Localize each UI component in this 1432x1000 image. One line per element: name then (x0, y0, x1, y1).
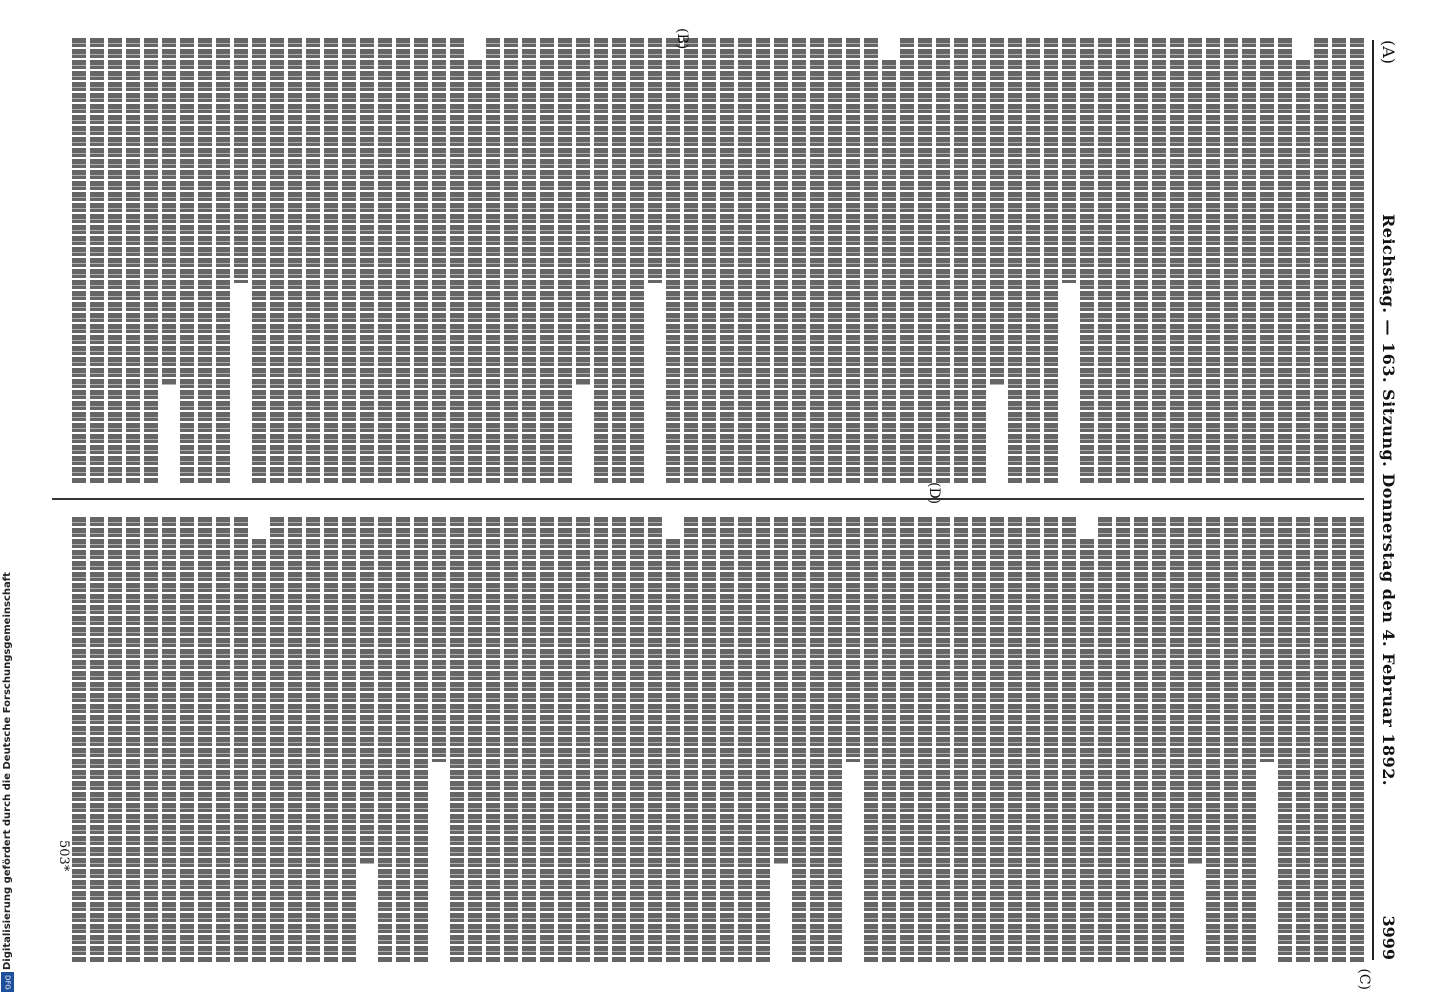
text-line (1098, 38, 1112, 483)
text-line (972, 38, 986, 483)
credit-text: Digitalisierung gefördert durch die Deutsche Forschungsgemeinschaft (2, 572, 13, 970)
text-line (144, 38, 158, 483)
margin-marker-b: (B) (674, 28, 690, 50)
text-line (972, 517, 986, 962)
text-line (1080, 38, 1094, 483)
text-line (1008, 517, 1022, 962)
text-line (738, 517, 752, 962)
text-line (234, 38, 248, 283)
text-line (414, 38, 428, 483)
text-line (1062, 38, 1076, 283)
text-line (792, 38, 806, 483)
text-line (1116, 517, 1130, 962)
text-line (864, 517, 878, 962)
text-line (108, 517, 122, 962)
text-line (342, 38, 356, 483)
text-line (306, 517, 320, 962)
text-line (1224, 38, 1238, 483)
text-line (468, 60, 482, 483)
text-line (1098, 517, 1112, 962)
text-line (1134, 38, 1148, 483)
text-line (630, 517, 644, 962)
text-line (324, 517, 338, 962)
text-line (522, 38, 536, 483)
text-line (1206, 38, 1220, 483)
text-line (450, 38, 464, 483)
column-divider (52, 498, 1364, 500)
text-line (684, 38, 698, 483)
text-line (198, 38, 212, 483)
text-line (450, 517, 464, 962)
document-page (42, 20, 1412, 990)
text-line (864, 38, 878, 483)
text-line (954, 38, 968, 483)
page-number: 3999 (1379, 915, 1399, 960)
text-line (1062, 517, 1076, 962)
text-line (432, 517, 446, 762)
text-line (936, 38, 950, 483)
text-line (540, 517, 554, 962)
text-line (666, 38, 680, 483)
text-line (1242, 517, 1256, 962)
text-line (756, 38, 770, 483)
text-line (540, 38, 554, 483)
text-line (1170, 38, 1184, 483)
margin-marker-d: (D) (926, 482, 942, 505)
text-line (594, 38, 608, 483)
text-line (144, 517, 158, 962)
text-line (612, 517, 626, 962)
text-line (252, 38, 266, 483)
text-line (1296, 517, 1310, 962)
text-line (486, 517, 500, 962)
text-line (396, 517, 410, 962)
text-line (558, 517, 572, 962)
text-line (1332, 517, 1346, 962)
text-line (162, 38, 176, 385)
text-line (1026, 517, 1040, 962)
text-line (162, 517, 176, 962)
text-line (468, 517, 482, 962)
text-line (882, 517, 896, 962)
text-line (1350, 517, 1364, 962)
text-line (1242, 38, 1256, 483)
text-line (810, 38, 824, 483)
text-line (504, 38, 518, 483)
text-line (882, 60, 896, 483)
running-header (1372, 40, 1404, 960)
text-line (1080, 539, 1094, 962)
text-line (792, 517, 806, 962)
text-line (648, 38, 662, 283)
text-line (774, 517, 788, 864)
text-line (198, 517, 212, 962)
text-line (720, 38, 734, 483)
text-line (1152, 38, 1166, 483)
margin-marker-a: (A) (1379, 40, 1399, 65)
text-line (990, 517, 1004, 962)
signature-mark: 503* (56, 840, 71, 872)
text-line (432, 38, 446, 483)
text-line (1116, 38, 1130, 483)
text-line (918, 38, 932, 483)
text-line (216, 38, 230, 483)
text-line (1188, 38, 1202, 483)
text-line (576, 38, 590, 385)
text-line (342, 517, 356, 962)
text-line (504, 517, 518, 962)
text-line (720, 517, 734, 962)
text-line (810, 517, 824, 962)
text-line (684, 517, 698, 962)
text-line (1278, 517, 1292, 962)
text-line (90, 38, 104, 483)
text-line (558, 38, 572, 483)
text-line (1026, 38, 1040, 483)
text-line (252, 539, 266, 962)
text-line (270, 38, 284, 483)
text-line (1314, 38, 1328, 483)
text-line (1260, 517, 1274, 762)
text-line (1134, 517, 1148, 962)
text-line (1170, 517, 1184, 962)
text-line (1314, 517, 1328, 962)
text-line (738, 38, 752, 483)
dfg-logo-icon: DFG (1, 972, 14, 992)
text-line (828, 517, 842, 962)
text-line (180, 38, 194, 483)
text-line (702, 517, 716, 962)
text-line (234, 517, 248, 962)
text-line (990, 38, 1004, 385)
text-line (756, 517, 770, 962)
text-line (666, 539, 680, 962)
text-line (576, 517, 590, 962)
text-line (846, 38, 860, 483)
text-line (324, 38, 338, 483)
text-column-left (52, 38, 1364, 483)
text-line (1332, 38, 1346, 483)
text-line (1278, 38, 1292, 483)
text-line (1044, 38, 1058, 483)
text-line (936, 517, 950, 962)
text-line (846, 517, 860, 762)
text-line (180, 517, 194, 962)
text-line (126, 38, 140, 483)
text-line (414, 517, 428, 962)
text-line (1188, 517, 1202, 864)
text-line (270, 517, 284, 962)
text-line (360, 517, 374, 864)
text-line (1224, 517, 1238, 962)
text-line (1008, 38, 1022, 483)
text-line (216, 517, 230, 962)
text-line (1152, 517, 1166, 962)
text-line (1296, 60, 1310, 483)
text-line (72, 517, 86, 962)
text-column-right (52, 517, 1364, 962)
text-line (1350, 38, 1364, 483)
margin-marker-c: (C) (1356, 968, 1372, 990)
text-line (612, 38, 626, 483)
text-line (648, 517, 662, 962)
text-line (288, 38, 302, 483)
text-line (396, 38, 410, 483)
text-line (306, 38, 320, 483)
page-title: Reichstag. — 163. Sitzung. Donnerstag den 4. Februar 1892. (1379, 213, 1399, 786)
text-line (774, 38, 788, 483)
text-line (522, 517, 536, 962)
text-line (954, 517, 968, 962)
text-line (108, 38, 122, 483)
text-line (486, 38, 500, 483)
text-line (702, 38, 716, 483)
text-line (630, 38, 644, 483)
text-line (1260, 38, 1274, 483)
text-line (900, 517, 914, 962)
text-line (1206, 517, 1220, 962)
text-line (594, 517, 608, 962)
text-line (126, 517, 140, 962)
text-line (90, 517, 104, 962)
text-line (900, 38, 914, 483)
text-line (360, 38, 374, 483)
text-line (828, 38, 842, 483)
digitization-credit (0, 0, 16, 1000)
text-line (378, 38, 392, 483)
text-line (918, 517, 932, 962)
text-line (1044, 517, 1058, 962)
text-line (288, 517, 302, 962)
text-line (72, 38, 86, 483)
text-line (378, 517, 392, 962)
